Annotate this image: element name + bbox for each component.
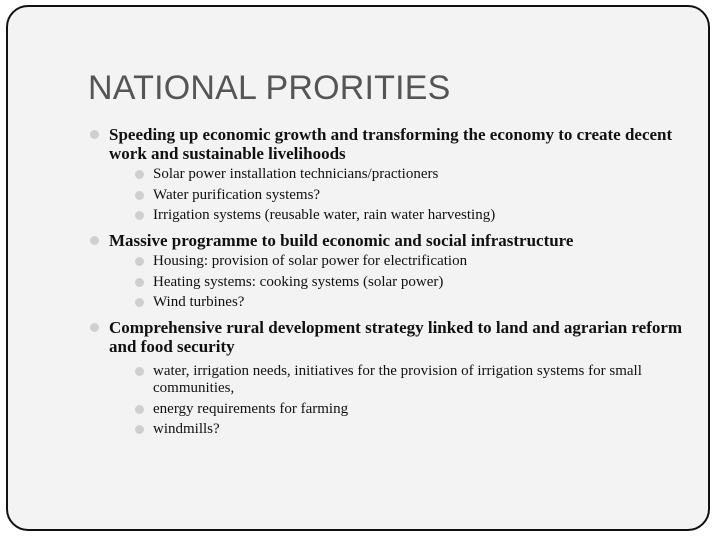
bullet-list bbox=[88, 125, 688, 442]
section-3-sub-3 bbox=[88, 421, 688, 438]
section-1-sub-1 bbox=[88, 166, 688, 183]
bullet-dot-icon bbox=[135, 191, 144, 200]
bullet-dot-icon bbox=[135, 405, 144, 414]
bullet-dot-icon bbox=[135, 425, 144, 434]
section-1-sub-3-text: Irrigation systems (reusable water, rain water harvesting) bbox=[153, 207, 496, 223]
section-1-sub-2 bbox=[88, 187, 688, 204]
section-2-heading-text: Massive programme to build economic and social infrastructure bbox=[109, 231, 574, 250]
section-3-sub-1 bbox=[88, 363, 688, 397]
bullet-dot-icon bbox=[90, 130, 99, 139]
section-1-sub-2-text: Water purification systems? bbox=[153, 186, 321, 203]
section-1-heading-text: Speeding up economic growth and transforming the economy to create decent work and sustainable livelihoods bbox=[109, 125, 673, 163]
bullet-dot-icon bbox=[135, 257, 144, 266]
section-2-sub-2 bbox=[88, 274, 688, 291]
bullet-dot-icon bbox=[90, 323, 99, 332]
section-2-heading bbox=[88, 231, 688, 250]
section-3-sub-3-text: windmills? bbox=[153, 421, 220, 437]
section-1-sub-1-text: Solar power installation technicians/practioners bbox=[153, 166, 439, 182]
slide-title: NATIONAL PRORITIES bbox=[88, 69, 451, 107]
section-3-sub-1-text: water, irrigation needs, initiatives for the provision of irrigation systems for small communities, bbox=[153, 363, 642, 396]
section-2-sub-3 bbox=[88, 294, 688, 311]
bullet-dot-icon bbox=[135, 278, 144, 287]
bullet-dot-icon bbox=[135, 170, 144, 179]
bullet-dot-icon bbox=[135, 211, 144, 220]
section-1-sub-3 bbox=[88, 207, 688, 224]
slide-frame bbox=[6, 5, 710, 531]
section-1-heading bbox=[88, 125, 688, 163]
section-2-sub-1 bbox=[88, 253, 688, 270]
section-3-sub-2 bbox=[88, 401, 688, 418]
section-3-heading bbox=[88, 318, 688, 356]
bullet-dot-icon bbox=[135, 298, 144, 307]
section-2-sub-3-text: Wind turbines? bbox=[153, 294, 245, 310]
section-3-heading-text: Comprehensive rural development strategy linked to land and agrarian reform and food security bbox=[109, 318, 683, 356]
section-2-sub-2-text: Heating systems: cooking systems (solar power) bbox=[153, 273, 444, 290]
section-3-sub-2-text: energy requirements for farming bbox=[153, 400, 349, 417]
section-2-sub-1-text: Housing: provision of solar power for electrification bbox=[153, 253, 468, 269]
bullet-dot-icon bbox=[135, 367, 144, 376]
bullet-dot-icon bbox=[90, 236, 99, 245]
